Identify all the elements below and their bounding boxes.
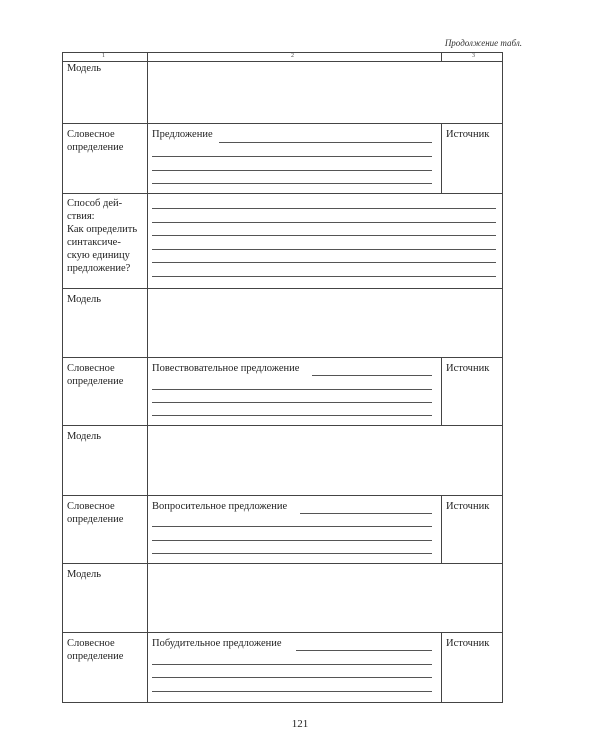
continuation-label: Продолжение табл. bbox=[444, 38, 522, 48]
page-number: 121 bbox=[291, 718, 309, 730]
term-sentence: Предложение bbox=[152, 129, 213, 140]
row-label-model: Модель bbox=[67, 294, 102, 305]
answer-line bbox=[152, 156, 432, 157]
column-number-1: 1 bbox=[102, 53, 105, 59]
row-separator bbox=[62, 288, 502, 289]
row-label-method: Способ дей- ствия: Как определить синтаксиче- скую единицу предложение? bbox=[67, 198, 138, 274]
answer-line bbox=[152, 222, 496, 223]
row-label-definition: Словесное определение bbox=[67, 129, 124, 153]
row-separator bbox=[62, 193, 502, 194]
source-label: Источник bbox=[446, 363, 490, 374]
answer-line bbox=[152, 170, 432, 171]
term-interrogative-sentence: Вопросительное предложение bbox=[152, 501, 288, 512]
answer-line bbox=[152, 208, 496, 209]
answer-line bbox=[312, 375, 432, 376]
source-column-separator bbox=[441, 632, 442, 703]
table-border-left bbox=[62, 52, 63, 703]
row-separator bbox=[62, 357, 502, 358]
answer-line bbox=[152, 677, 432, 678]
answer-line bbox=[296, 650, 432, 651]
source-label: Источник bbox=[446, 129, 490, 140]
source-column-separator bbox=[441, 123, 442, 194]
row-label-definition: Словесное определение bbox=[67, 363, 124, 387]
column-separator-1 bbox=[147, 52, 148, 703]
row-separator bbox=[62, 632, 502, 633]
term-declarative-sentence: Повествовательное предложение bbox=[152, 363, 300, 374]
row-label-definition: Словесное определение bbox=[67, 638, 124, 662]
answer-line bbox=[300, 513, 432, 514]
source-column-separator bbox=[441, 357, 442, 426]
header-separator bbox=[62, 61, 502, 62]
column-number-3: 3 bbox=[472, 53, 475, 59]
source-label: Источник bbox=[446, 501, 490, 512]
row-separator bbox=[62, 425, 502, 426]
answer-line bbox=[152, 389, 432, 390]
answer-line bbox=[152, 276, 496, 277]
term-imperative-sentence: Побудительное предложение bbox=[152, 638, 282, 649]
answer-line bbox=[152, 691, 432, 692]
answer-line bbox=[152, 540, 432, 541]
answer-line bbox=[152, 402, 432, 403]
answer-line bbox=[152, 249, 496, 250]
answer-line bbox=[152, 262, 496, 263]
column-separator-3 bbox=[441, 52, 442, 62]
row-label-model: Модель bbox=[67, 569, 102, 580]
answer-line bbox=[152, 415, 432, 416]
column-number-2: 2 bbox=[291, 53, 294, 59]
answer-line bbox=[152, 553, 432, 554]
worksheet-table bbox=[62, 52, 502, 702]
table-border-bottom bbox=[62, 702, 502, 703]
row-label-model: Модель bbox=[67, 431, 102, 442]
answer-line bbox=[219, 142, 432, 143]
row-label-definition: Словесное определение bbox=[67, 501, 124, 525]
table-border-top bbox=[62, 52, 502, 53]
source-column-separator bbox=[441, 495, 442, 564]
row-label-model: Модель bbox=[67, 63, 102, 74]
source-label: Источник bbox=[446, 638, 490, 649]
answer-line bbox=[152, 526, 432, 527]
row-separator bbox=[62, 123, 502, 124]
answer-line bbox=[152, 183, 432, 184]
answer-line bbox=[152, 664, 432, 665]
table-border-right bbox=[502, 52, 503, 703]
row-separator bbox=[62, 563, 502, 564]
answer-line bbox=[152, 235, 496, 236]
row-separator bbox=[62, 495, 502, 496]
